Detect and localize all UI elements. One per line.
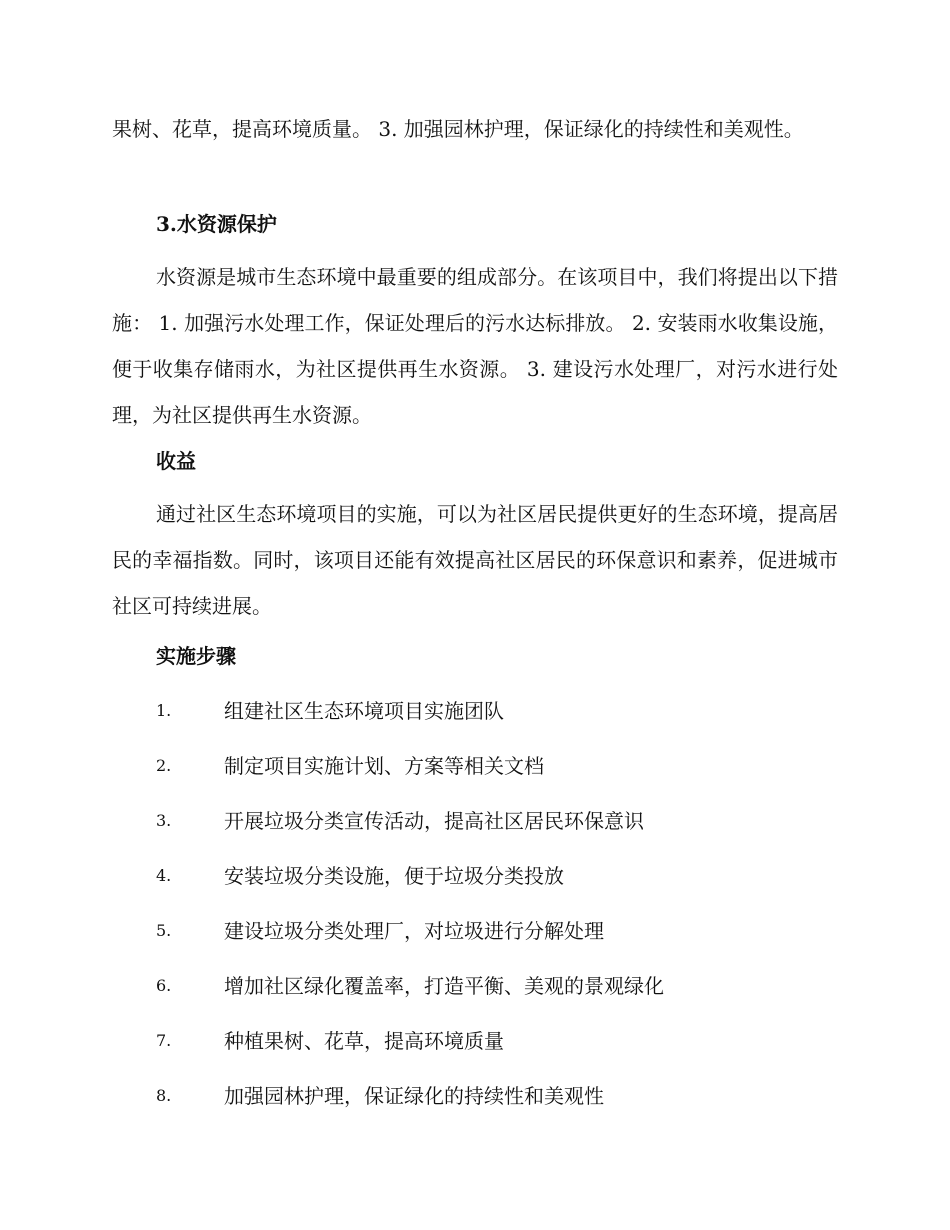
water-resources-heading: 3.水资源保护 xyxy=(156,212,277,236)
list-item xyxy=(0,806,950,861)
list-item-text: 建设垃圾分类处理厂，对垃圾进行分解处理 xyxy=(224,919,604,943)
list-item-text: 组建社区生态环境项目实施团队 xyxy=(224,699,504,723)
list-item-number: 4. xyxy=(156,866,172,885)
list-item-text: 加强园林护理，保证绿化的持续性和美观性 xyxy=(224,1084,604,1108)
list-item-number: 5. xyxy=(156,921,172,940)
list-item-number: 2. xyxy=(156,756,172,775)
list-item-number: 1. xyxy=(156,701,172,720)
list-item-number: 8. xyxy=(156,1086,172,1105)
list-item xyxy=(0,1026,950,1081)
list-item xyxy=(0,861,950,916)
list-item-text: 开展垃圾分类宣传活动，提高社区居民环保意识 xyxy=(224,809,644,833)
list-item xyxy=(0,916,950,971)
implementation-steps-heading: 实施步骤 xyxy=(156,644,236,668)
list-item xyxy=(0,971,950,1026)
list-item-number: 7. xyxy=(156,1031,172,1050)
list-item xyxy=(0,696,950,751)
list-item-number: 3. xyxy=(156,811,172,830)
intro-continuation-paragraph: 果树、花草，提高环境质量。 3. 加强园林护理，保证绿化的持续性和美观性。 xyxy=(112,117,804,141)
list-item-text: 安装垃圾分类设施，便于垃圾分类投放 xyxy=(224,864,564,888)
benefits-paragraph: 通过社区生态环境项目的实施，可以为社区居民提供更好的生态环境，提高居民的幸福指数。同时，该项目还能有效提高社区居民的环保意识和素养，促进城市社区可持续进展。 xyxy=(112,502,838,618)
water-resources-paragraph: 水资源是城市生态环境中最重要的组成部分。在该项目中，我们将提出以下措施： 1. 加强污水处理工作，保证处理后的污水达标排放。 2. 安装雨水收集设施，便于收集存储雨水，为社区提供再生水资源。 3. 建设污水处理厂，对污水进行处理，为社区提供再生水资源。 xyxy=(112,265,838,427)
list-item xyxy=(0,1081,950,1136)
list-item-text: 制定项目实施计划、方案等相关文档 xyxy=(224,754,544,778)
list-item-text: 增加社区绿化覆盖率，打造平衡、美观的景观绿化 xyxy=(224,974,664,998)
list-item-text: 种植果树、花草，提高环境质量 xyxy=(224,1029,504,1053)
benefits-heading: 收益 xyxy=(156,449,196,473)
list-item xyxy=(0,751,950,806)
implementation-steps-list xyxy=(0,696,950,1136)
list-item-number: 6. xyxy=(156,976,172,995)
